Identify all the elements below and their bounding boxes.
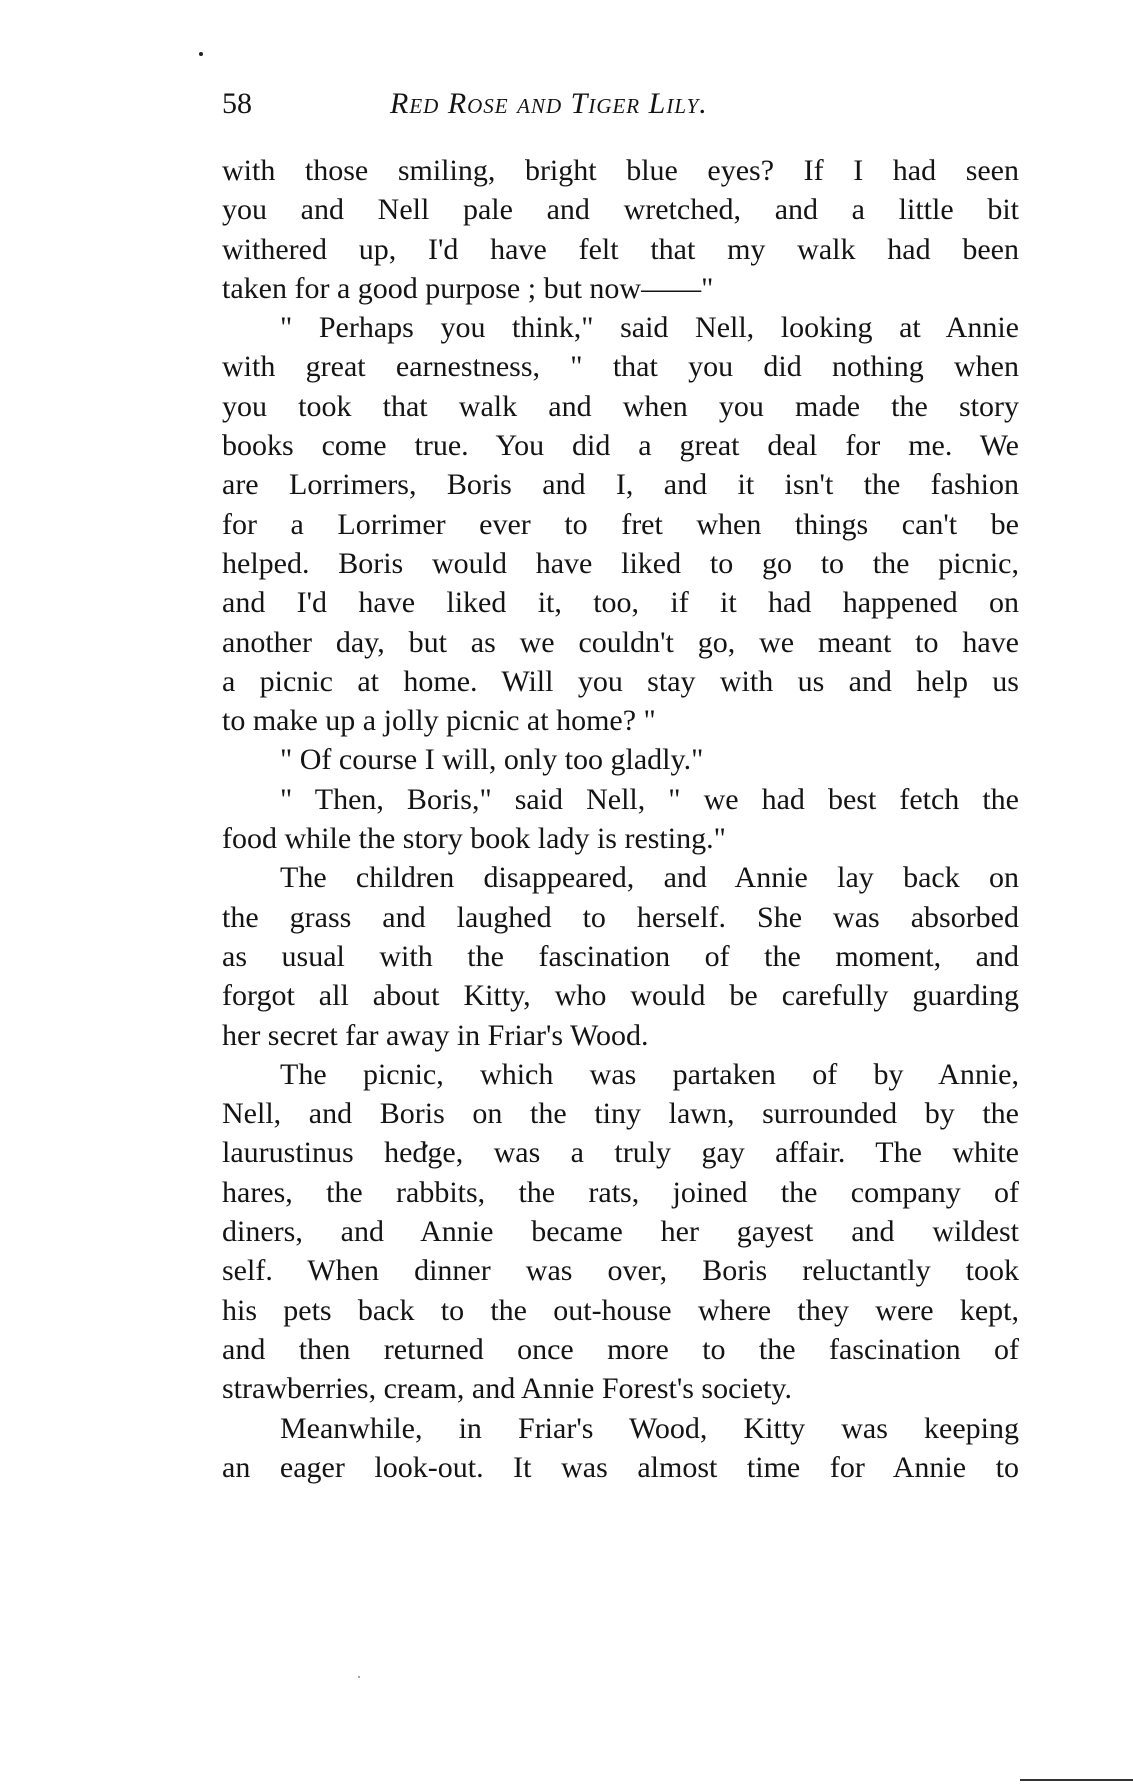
text-line: The picnic, which was partaken of by Annie, bbox=[280, 1057, 1019, 1091]
text-line: forgot all about Kitty, who would be carefully guarding bbox=[222, 979, 1019, 1013]
text-line: The children disappeared, and Annie lay back on bbox=[280, 861, 1019, 895]
text-line: a picnic at home. Will you stay with us and help us bbox=[222, 664, 1019, 698]
text-line: strawberries, cream, and Annie Forest's society. bbox=[222, 1372, 792, 1406]
text-line: you took that walk and when you made the story bbox=[222, 389, 1019, 423]
text-line: for a Lorrimer ever to fret when things can't be bbox=[222, 507, 1019, 541]
text-line: self. When dinner was over, Boris reluctantly took bbox=[222, 1254, 1019, 1288]
text-line: helped. Boris would have liked to go to the picnic, bbox=[222, 546, 1019, 580]
text-line: taken for a good purpose ; but now——" bbox=[222, 271, 714, 305]
ink-speck bbox=[199, 52, 203, 56]
text-line: you and Nell pale and wretched, and a little bit bbox=[222, 193, 1019, 227]
text-line: food while the story book lady is resting." bbox=[222, 822, 726, 856]
text-line: " Of course I will, only too gladly." bbox=[280, 743, 704, 777]
text-line: an eager look-out. It was almost time for Annie to bbox=[222, 1450, 1019, 1484]
text-line: as usual with the fascination of the moment, and bbox=[222, 939, 1019, 973]
text-line: with great earnestness, " that you did nothing when bbox=[222, 350, 1019, 384]
text-line: her secret far away in Friar's Wood. bbox=[222, 1018, 649, 1052]
page-header bbox=[222, 84, 1022, 124]
page-edge-rule bbox=[1020, 1779, 1133, 1781]
text-line: Nell, and Boris on the tiny lawn, surrounded by the bbox=[222, 1097, 1019, 1131]
page-number: 58 bbox=[222, 87, 252, 120]
text-line: books come true. You did a great deal for me. We bbox=[222, 429, 1019, 463]
text-line: another day, but as we couldn't go, we meant to have bbox=[222, 625, 1019, 659]
text-line: " Perhaps you think," said Nell, looking at Annie bbox=[280, 311, 1019, 345]
text-line: his pets back to the out-house where they were kept, bbox=[222, 1293, 1019, 1327]
text-line: withered up, I'd have felt that my walk had been bbox=[222, 232, 1019, 266]
text-line: Meanwhile, in Friar's Wood, Kitty was keeping bbox=[280, 1411, 1019, 1445]
running-title: Red Rose and Tiger Lily. bbox=[390, 87, 708, 120]
text-line: and I'd have liked it, too, if it had happened on bbox=[222, 586, 1019, 620]
body-text bbox=[222, 151, 1019, 1487]
text-line: diners, and Annie became her gayest and wildest bbox=[222, 1215, 1019, 1249]
text-line: laurustinus hedge, was a truly gay affair. The white bbox=[222, 1136, 1019, 1170]
text-line: to make up a jolly picnic at home? " bbox=[222, 704, 656, 738]
text-line: the grass and laughed to herself. She was absorbed bbox=[222, 900, 1019, 934]
text-line: and then returned once more to the fascination of bbox=[222, 1332, 1019, 1366]
text-line: hares, the rabbits, the rats, joined the company of bbox=[222, 1175, 1019, 1209]
text-line: " Then, Boris," said Nell, " we had best fetch the bbox=[280, 782, 1019, 816]
text-line: are Lorrimers, Boris and I, and it isn't the fashion bbox=[222, 468, 1019, 502]
ink-speck bbox=[358, 1676, 360, 1678]
text-line: with those smiling, bright blue eyes? If I had seen bbox=[222, 154, 1019, 187]
